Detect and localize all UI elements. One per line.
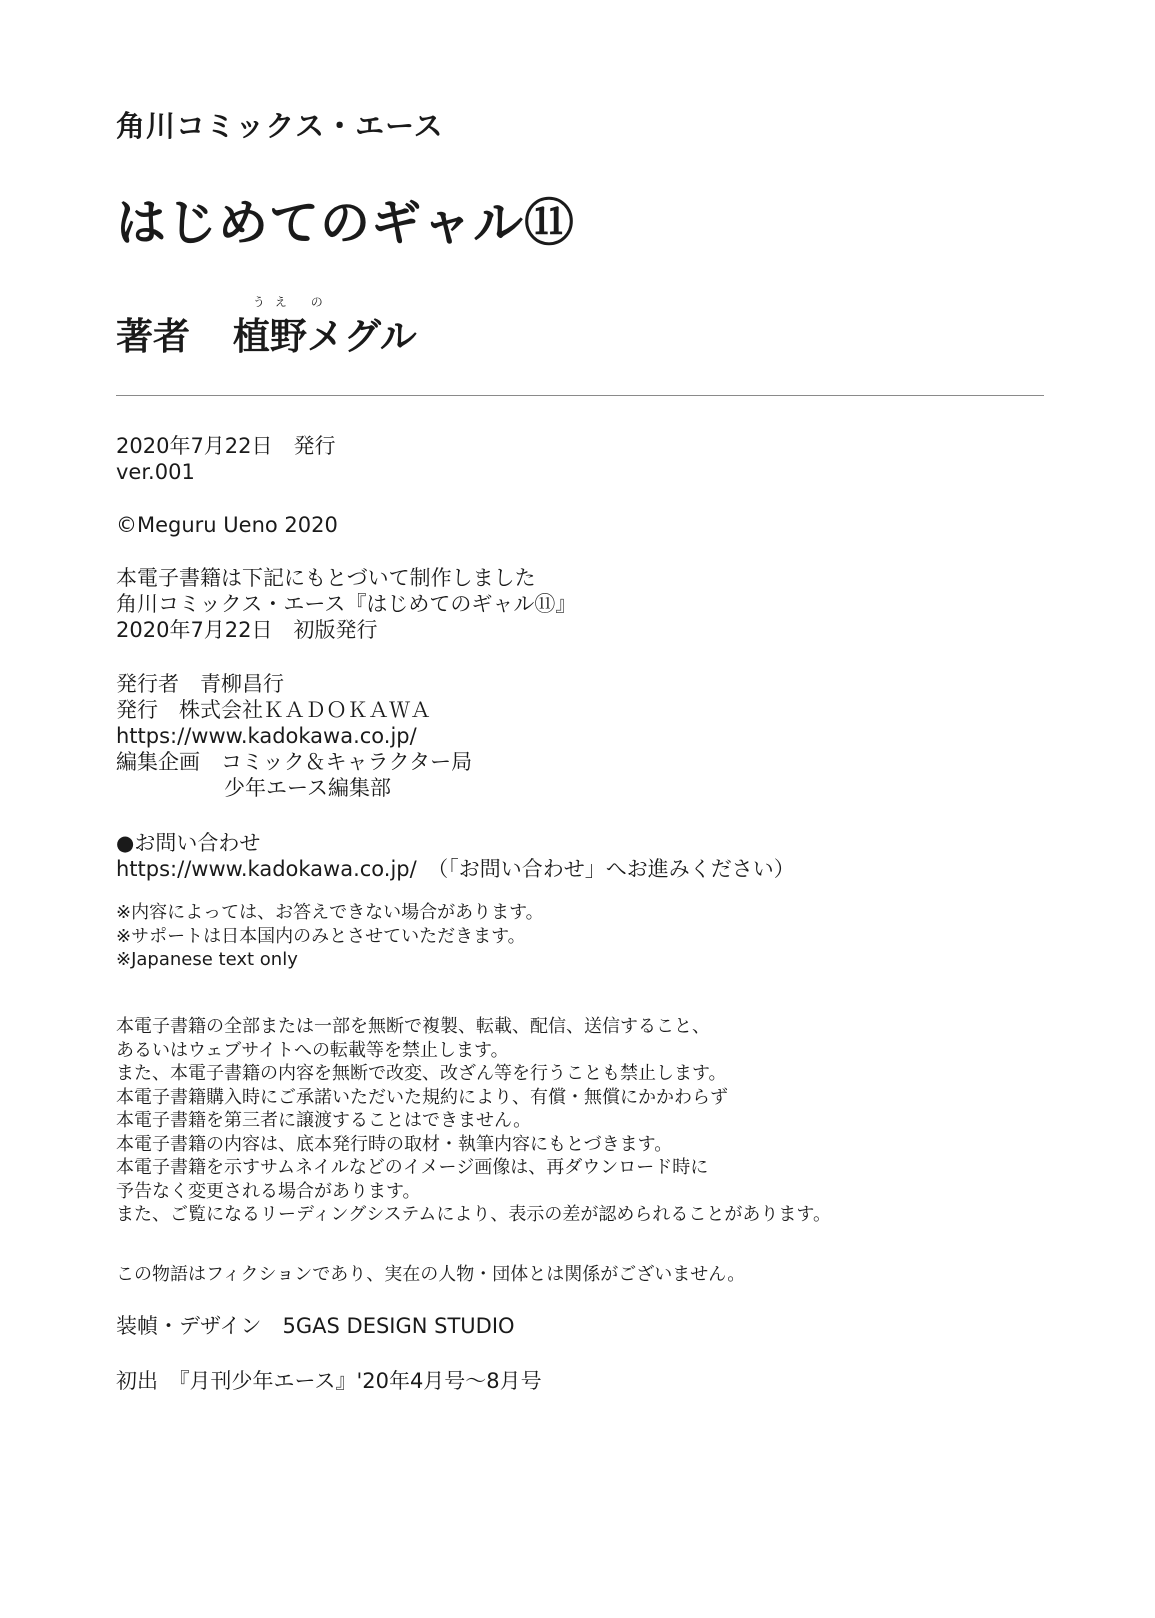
legal-line: また、ご覧になるリーディングシステムにより、表示の差が認められることがあります。 [116, 1204, 831, 1225]
author-label: 著者 [116, 315, 190, 358]
publisher-block [116, 671, 472, 801]
version: ver.001 [116, 460, 195, 484]
first-appearance-block [116, 1368, 542, 1394]
editorial-line: 編集企画 コミック＆キャラクター局 [116, 750, 473, 774]
author-row [116, 295, 417, 360]
legal-line: 本電子書籍の内容は、底本発行時の取材・執筆内容にもとづきます。 [116, 1133, 673, 1155]
source-note-line: 2020年7月22日 初版発行 [116, 618, 378, 642]
legal-block [116, 1015, 831, 1227]
legal-line: あるいはウェブサイトへの転載等を禁止します。 [116, 1039, 509, 1061]
contact-notes [116, 901, 544, 972]
design-credit: 装幀・デザイン 5GAS DESIGN STUDIO [116, 1314, 515, 1338]
book-title: はじめてのギャル⑪ [116, 194, 575, 252]
publisher-line: 発行者 青柳昌行 [116, 672, 284, 696]
author-name-wrap [232, 295, 417, 360]
contact-note: ※内容によっては、お答えできない場合があります。 [116, 902, 544, 923]
legal-line: 本電子書籍を第三者に譲渡することはできません。 [116, 1110, 532, 1131]
source-note-line: 角川コミックス・エース『はじめてのギャル⑪』 [116, 592, 577, 616]
imprint-label: 角川コミックス・エース [116, 109, 444, 143]
issuer-line: 発行 株式会社ＫＡＤＯＫＡＷＡ [116, 698, 431, 722]
source-note-line: 本電子書籍は下記にもとづいて制作しました [116, 566, 536, 590]
contact-note: ※サポートは日本国内のみとさせていただきます。 [116, 925, 526, 947]
copyright: ©Meguru Ueno 2020 [116, 513, 338, 537]
source-note-block [116, 565, 576, 643]
author-name: 植野メグル [232, 315, 417, 358]
fiction-note: この物語はフィクションであり、実在の人物・団体とは関係がございません。 [116, 1264, 746, 1285]
editorial-sub: 少年エース編集部 [224, 776, 391, 800]
contact-note: ※Japanese text only [116, 949, 298, 970]
publication-date: 2020年7月22日 発行 [116, 434, 336, 458]
publisher-url[interactable]: https://www.kadokawa.co.jp/ [116, 724, 417, 748]
legal-line: 本電子書籍を示すサムネイルなどのイメージ画像は、再ダウンロード時に [116, 1157, 709, 1178]
publication-block [116, 433, 336, 485]
legal-line: 本電子書籍購入時にご承諾いただいた規約により、有償・無償にかかわらず [116, 1086, 728, 1108]
legal-line: 予告なく変更される場合があります。 [116, 1180, 421, 1202]
legal-line: 本電子書籍の全部または一部を無断で複製、転載、配信、送信すること、 [116, 1016, 710, 1037]
contact-block [116, 830, 795, 882]
fiction-note-block [116, 1263, 745, 1287]
contact-url-line[interactable]: https://www.kadokawa.co.jp/ （「お問い合わせ」へお進みください） [116, 857, 795, 881]
divider-rule [116, 395, 1044, 396]
contact-heading: ●お問い合わせ [116, 831, 261, 855]
copyright-block [116, 512, 338, 538]
design-credit-block [116, 1313, 515, 1339]
first-appearance: 初出 『月刊少年エース』'20年4月号～8月号 [116, 1369, 542, 1393]
author-ruby: うえ の [252, 295, 333, 309]
legal-line: また、本電子書籍の内容を無断で改変、改ざん等を行うことも禁止します。 [116, 1063, 727, 1084]
